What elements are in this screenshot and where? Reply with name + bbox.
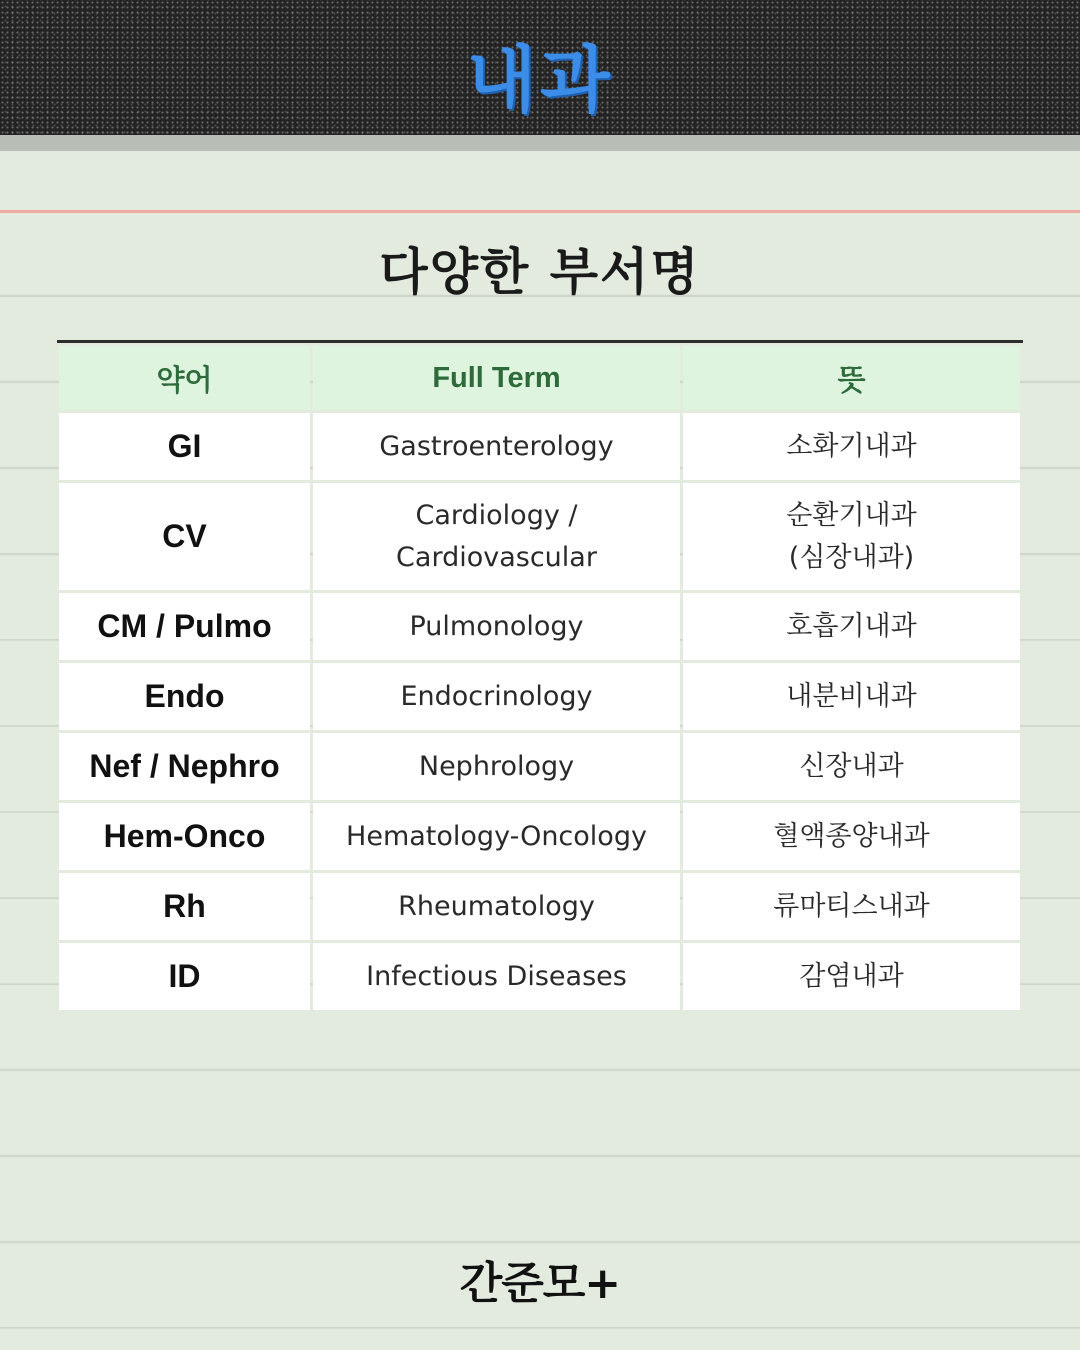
meaning-cell: 내분비내과 [683,663,1020,730]
table-row [59,873,1020,940]
header-full-term: Full Term [313,346,680,410]
header-abbreviation: 약어 [59,346,310,410]
table-row [59,733,1020,800]
margin-line [0,210,1080,213]
page-title: 내과 [466,38,614,122]
full-term-cell: Gastroenterology [313,413,680,480]
abbreviation-cell: ID [59,943,310,1010]
meaning-cell: 소화기내과 [683,413,1020,480]
table-row [59,483,1020,590]
table-row [59,803,1020,870]
table-row [59,943,1020,1010]
abbreviation-cell: CM / Pulmo [59,593,310,660]
abbreviation-table [56,343,1023,1013]
meaning-cell: 류마티스내과 [683,873,1020,940]
full-term-cell: Endocrinology [313,663,680,730]
header-banner [0,0,1080,135]
abbreviation-cell: Endo [59,663,310,730]
section-title: 다양한 부서명 [379,243,701,301]
table-row [59,593,1020,660]
meaning-cell: 신장내과 [683,733,1020,800]
full-term-cell: Infectious Diseases [313,943,680,1010]
abbreviation-cell: Hem-Onco [59,803,310,870]
table-body [59,413,1020,1010]
abbreviation-cell: CV [59,483,310,590]
full-term-cell: Pulmonology [313,593,680,660]
table-row [59,663,1020,730]
brand-logo: 간준모+ [459,1258,621,1309]
meaning-cell: 순환기내과 (심장내과) [683,483,1020,590]
header-meaning: 뜻 [683,346,1020,410]
full-term-cell: Rheumatology [313,873,680,940]
meaning-cell: 호흡기내과 [683,593,1020,660]
table-header-row [59,346,1020,410]
full-term-cell: Cardiology / Cardiovascular [313,483,680,590]
full-term-cell: Hematology-Oncology [313,803,680,870]
table-row [59,413,1020,480]
header-shadow [0,135,1080,151]
header-gap [0,151,1080,211]
abbreviation-cell: Nef / Nephro [59,733,310,800]
abbreviation-cell: Rh [59,873,310,940]
meaning-cell: 혈액종양내과 [683,803,1020,870]
department-table [57,340,1023,1013]
abbreviation-cell: GI [59,413,310,480]
full-term-cell: Nephrology [313,733,680,800]
meaning-cell: 감염내과 [683,943,1020,1010]
